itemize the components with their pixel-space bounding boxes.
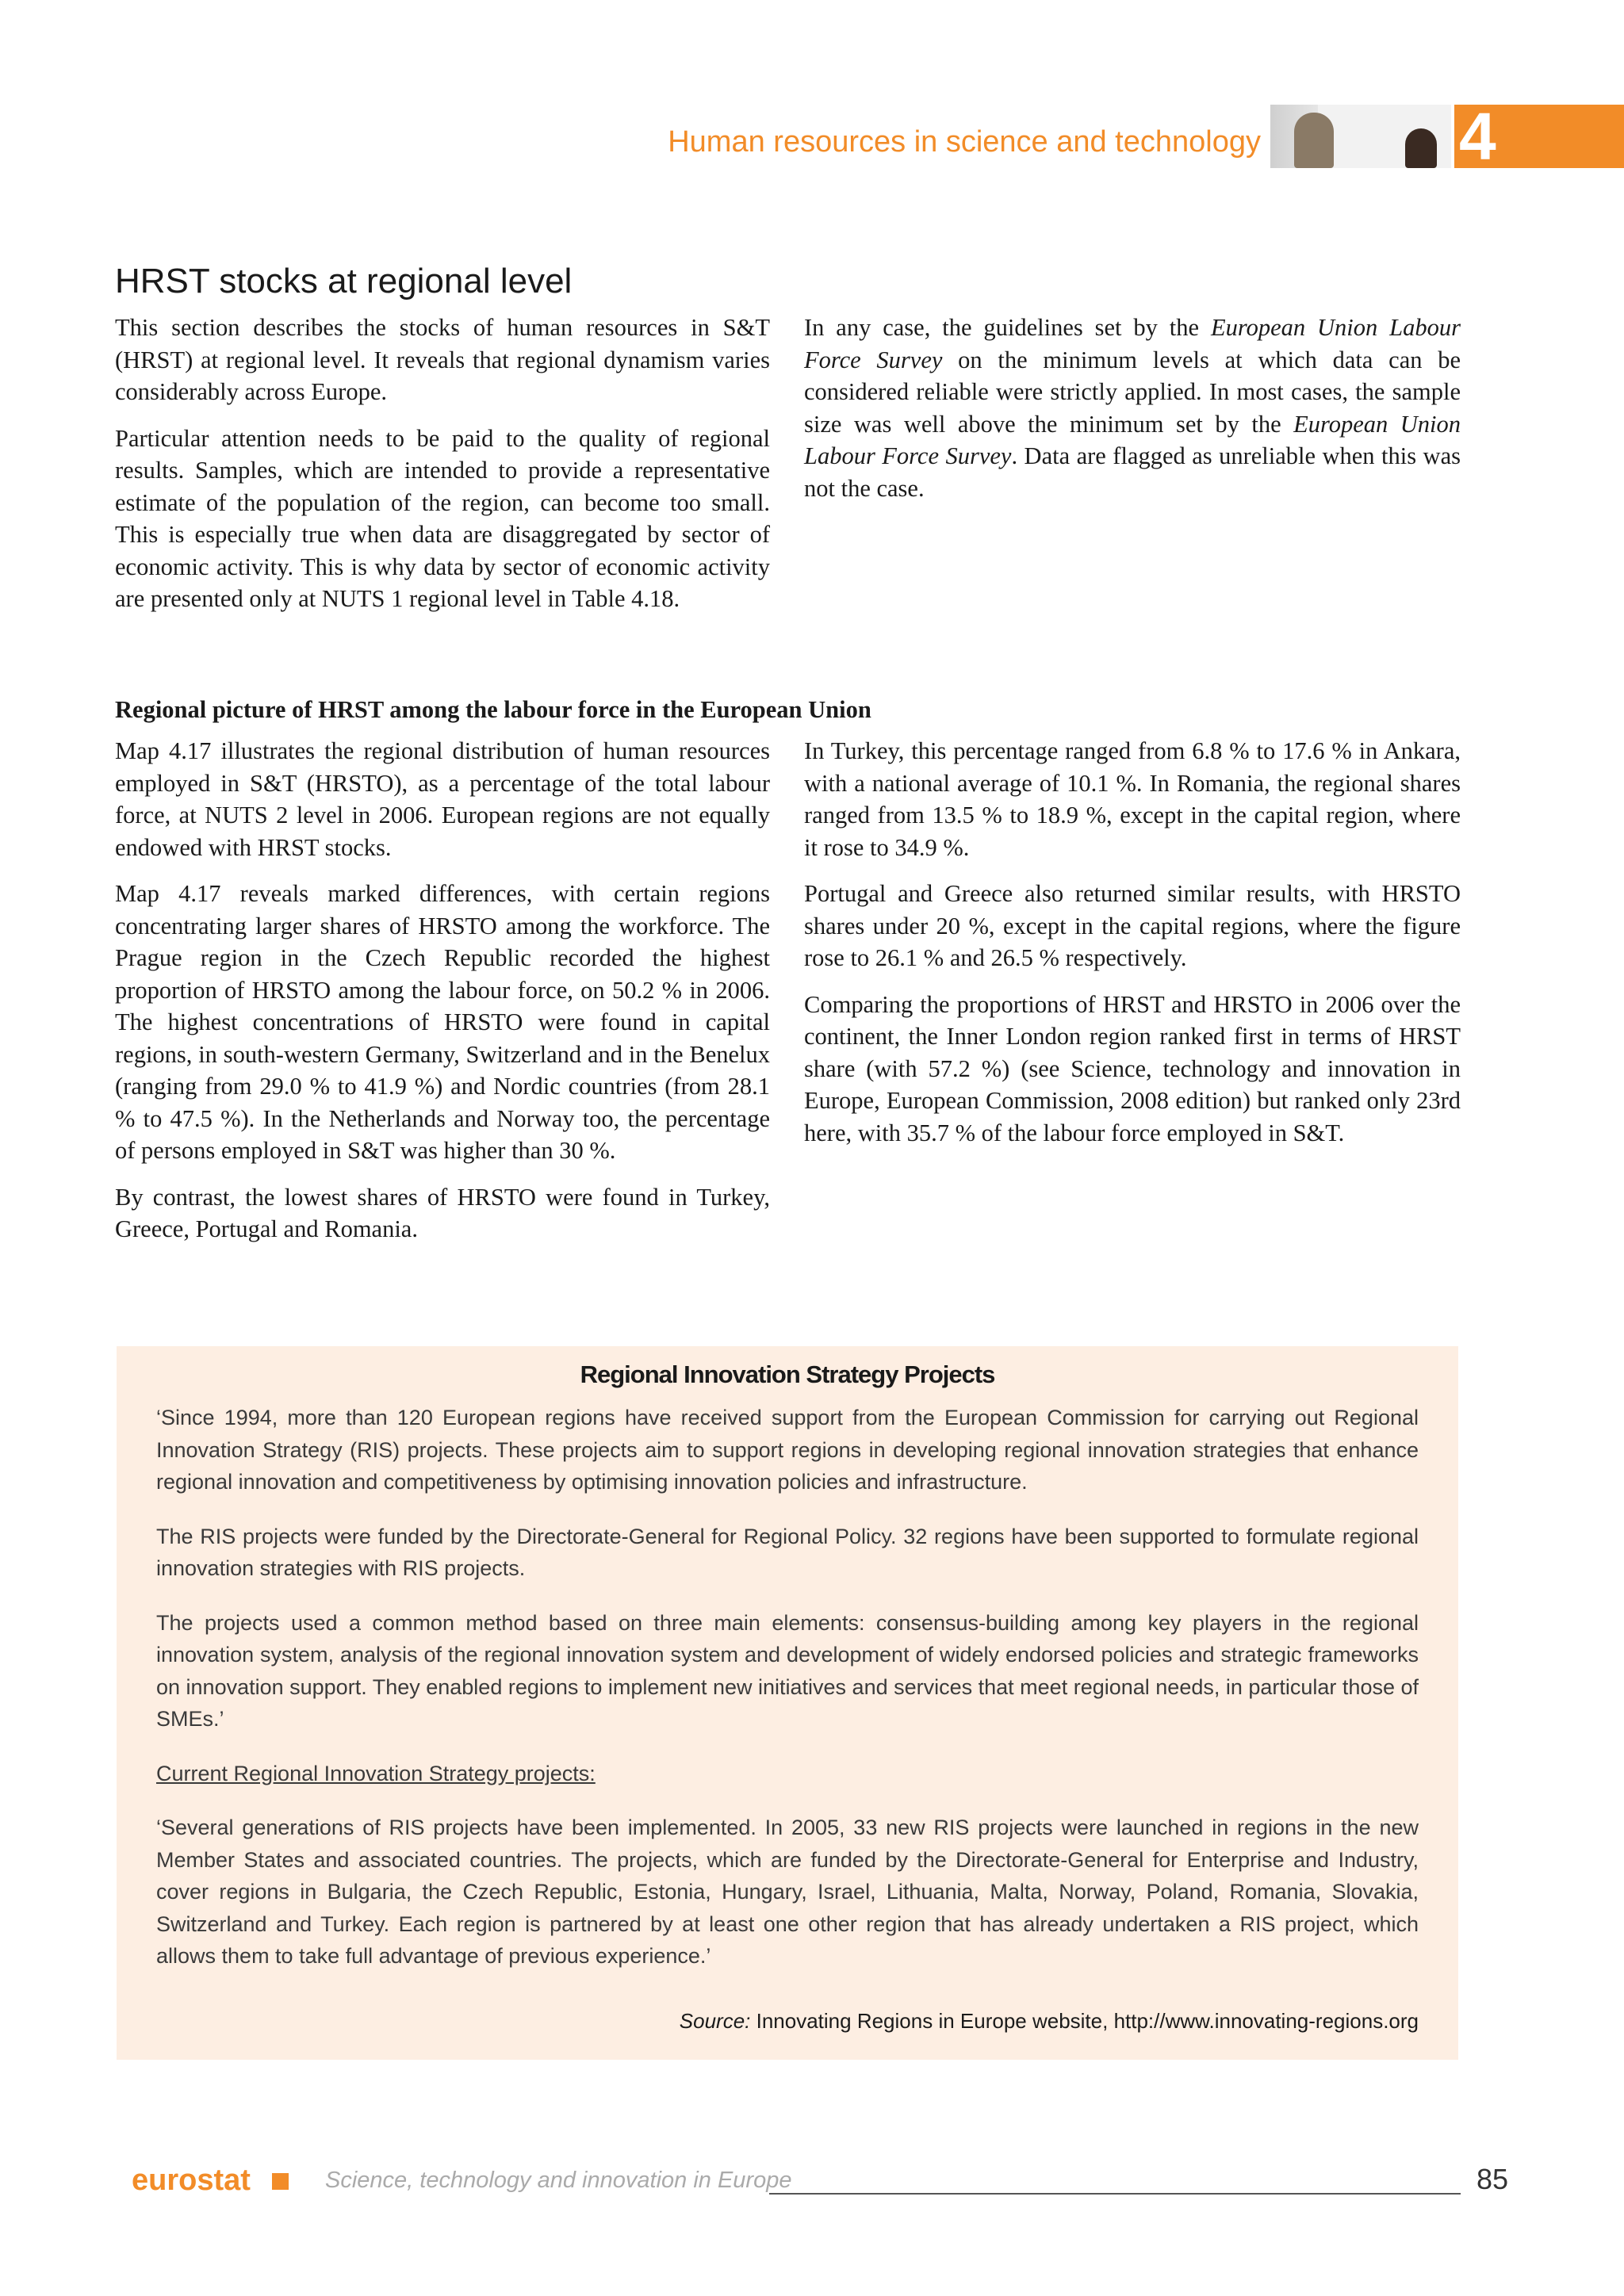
paragraph: ‘Since 1994, more than 120 European regions have received support from the European Commission for carrying out Regional Innovation Strategy (RIS) projects. These projects aim to support regions in developing regional innovation strategies that enhance regional innovation and competitiveness by optimising innovation policies and infrastructure.	[156, 1406, 1419, 1494]
paragraph: ‘Several generations of RIS projects have been implemented. In 2005, 33 new RIS projects were launched in regions in the new Member States and associated countries. The projects, which are funded by the Directorate-General for Enterprise and Industry, cover regions in Bulgaria, the Czech Republic, Estonia, Hungary, Israel, Lithuania, Malta, Norway, Poland, Romania, Slovakia, Switzerland and Turkey. Each region is partnered by at least one other region that has already undertaken a RIS project, which allows them to take full advantage of previous experience.’	[156, 1816, 1419, 1968]
info-box-title: Regional Innovation Strategy Projects	[580, 1360, 995, 1388]
running-header-title: Human resources in science and technology	[668, 125, 1261, 159]
page-number: 85	[1477, 2163, 1509, 2195]
subsection-heading: Regional picture of HRST among the labour force in the European Union	[115, 696, 871, 723]
info-box-body	[156, 1402, 1419, 1995]
body-right-column	[804, 735, 1461, 1163]
paragraph: Map 4.17 reveals marked differences, with certain regions concentrating larger shares of HRSTO among the workforce. The Prague region in the Czech Republic recorded the highest proportion of HRSTO among the labour force, on 50.2 % in 2006. The highest concentrations of HRSTO were found in capital regions, in south-western Germany, Switzerland and in the Benelux (ranging from 29.0 % to 41.9 %) and Nordic countries (from 28.1 % to 47.5 %). In the Netherlands and Norway too, the percentage of persons employed in S&T was higher than 30 %.	[115, 880, 770, 1164]
paragraph: The projects used a common method based on three main elements: consensus-building among key players in the regional innovation system, analysis of the regional innovation system and development of widely endorsed policies and strategic frameworks on innovation support. They enabled regions to implement new initiatives and services that meet regional needs, in particular those of SMEs.’	[156, 1610, 1419, 1731]
section-heading: HRST stocks at regional level	[115, 262, 573, 300]
paragraph: Map 4.17 illustrates the regional distribution of human resources employed in S&T (HRSTO), as a percentage of the total labour force, at NUTS 2 level in 2006. European regions are not equally endowed with HRST stocks.	[115, 737, 770, 861]
paragraph: Particular attention needs to be paid to the quality of regional results. Samples, which are intended to provide a representative estimate of the population of the region, can become too small. This is especially true when data are disaggregated by sector of economic activity. This is why data by sector of economic activity are presented only at NUTS 1 regional level in Table 4.18.	[115, 424, 770, 612]
classroom-photo-icon	[1270, 105, 1451, 168]
paragraph: In Turkey, this percentage ranged from 6.8 % to 17.6 % in Ankara, with a national average of 10.1 %. In Romania, the regional shares ranged from 13.5 % to 18.9 %, except in the capital region, where it rose to 34.9 %.	[804, 737, 1461, 861]
paragraph: Portugal and Greece also returned similar results, with HRSTO shares under 20 %, except in the capital regions, where the figure rose to 26.1 % and 26.5 % respectively.	[804, 880, 1461, 971]
paragraph: In any case, the guidelines set by the European Union Labour Force Survey on the minimum levels at which data can be considered reliable were strictly applied. In most cases, the sample size was well above the minimum set by the European Union Labour Force Survey. Data are flagged as unreliable when this was not the case.	[804, 314, 1461, 502]
paragraph: The RIS projects were funded by the Directorate-General for Regional Policy. 32 regions have been supported to formulate regional innovation strategies with RIS projects.	[156, 1524, 1419, 1580]
paragraph: Comparing the proportions of HRST and HRSTO in 2006 over the continent, the Inner London region ranked first in terms of HRST share (with 57.2 %) (see Science, technology and innovation in Europe, European Commission, 2008 edition) but ranked only 23rd here, with 35.7 % of the labour force employed in S&T.	[804, 990, 1461, 1146]
source-note: Source: Innovating Regions in Europe website, http://www.innovating-regions.org	[679, 2009, 1419, 2033]
logo-square-icon	[272, 2173, 289, 2190]
chapter-number: 4	[1459, 99, 1496, 174]
intro-left-column	[115, 312, 770, 629]
body-left-column	[115, 735, 770, 1260]
paragraph: By contrast, the lowest shares of HRSTO were found in Turkey, Greece, Portugal and Romania.	[115, 1183, 770, 1242]
intro-right-column	[804, 312, 1461, 519]
footer-rule	[769, 2193, 1461, 2195]
current-projects-heading: Current Regional Innovation Strategy projects:	[156, 1761, 596, 1785]
info-box	[117, 1346, 1458, 2060]
chapter-tab	[1454, 99, 1624, 174]
eurostat-logo: eurostat	[132, 2164, 251, 2197]
publication-title: Science, technology and innovation in Europe	[325, 2168, 792, 2193]
paragraph: This section describes the stocks of human resources in S&T (HRST) at regional level. It reveals that regional dynamism varies considerably across Europe.	[115, 314, 770, 405]
